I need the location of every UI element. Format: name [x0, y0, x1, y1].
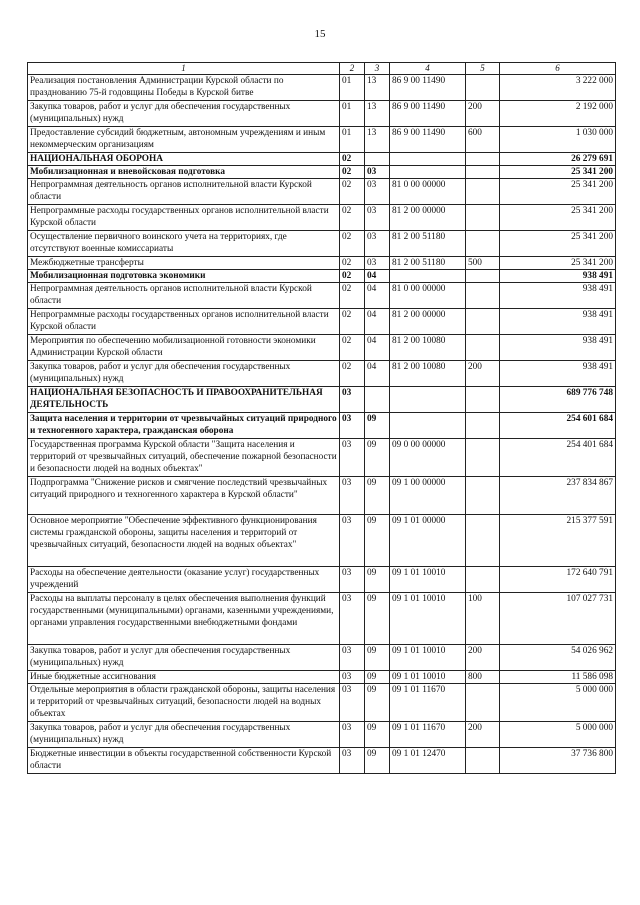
row-target-article-cell: 81 2 00 00000	[390, 205, 466, 231]
row-target-article-cell	[390, 166, 466, 179]
table-row	[28, 593, 616, 645]
row-amount-cell: 5 000 000	[500, 684, 616, 722]
row-name-cell: Закупка товаров, работ и услуг для обеспечения государственных (муниципальных) нужд	[28, 101, 340, 127]
row-section-cell: 02	[340, 257, 365, 270]
table-row	[28, 127, 616, 153]
row-subsection-cell: 04	[365, 283, 390, 309]
row-amount-cell: 54 026 962	[500, 645, 616, 671]
table-row	[28, 645, 616, 671]
table-row	[28, 671, 616, 684]
row-target-article-cell: 81 2 00 10080	[390, 335, 466, 361]
row-subsection-cell: 09	[365, 645, 390, 671]
table-row	[28, 722, 616, 748]
row-section-cell: 03	[340, 645, 365, 671]
row-target-article-cell: 09 1 01 10010	[390, 567, 466, 593]
row-expense-type-cell	[466, 166, 500, 179]
row-expense-type-cell: 600	[466, 127, 500, 153]
row-name-cell: Мобилизационная и вневойсковая подготовка	[28, 166, 340, 179]
row-expense-type-cell	[466, 205, 500, 231]
row-target-article-cell: 09 1 01 12470	[390, 748, 466, 774]
row-name-cell: Закупка товаров, работ и услуг для обеспечения государственных (муниципальных) нужд	[28, 645, 340, 671]
row-expense-type-cell	[466, 283, 500, 309]
row-section-cell: 01	[340, 101, 365, 127]
row-subsection-cell: 09	[365, 515, 390, 567]
row-subsection-cell: 03	[365, 257, 390, 270]
row-name-cell: Подпрограмма "Снижение рисков и смягчение последствий чрезвычайных ситуаций природного и техногенного характера в Курской области"	[28, 477, 340, 515]
row-section-cell: 02	[340, 283, 365, 309]
row-expense-type-cell	[466, 748, 500, 774]
table-row	[28, 477, 616, 515]
row-section-cell: 02	[340, 231, 365, 257]
table-row	[28, 283, 616, 309]
row-expense-type-cell	[466, 75, 500, 101]
row-target-article-cell: 81 2 00 51180	[390, 257, 466, 270]
row-name-cell: Непрограммная деятельность органов исполнительной власти Курской области	[28, 179, 340, 205]
row-section-cell: 03	[340, 593, 365, 645]
row-subsection-cell: 04	[365, 361, 390, 387]
row-section-cell: 02	[340, 179, 365, 205]
row-target-article-cell: 86 9 00 11490	[390, 101, 466, 127]
row-amount-cell: 237 834 867	[500, 477, 616, 515]
row-name-cell: Непрограммные расходы государственных органов исполнительной власти Курской области	[28, 309, 340, 335]
row-amount-cell: 37 736 800	[500, 748, 616, 774]
row-amount-cell: 25 341 200	[500, 205, 616, 231]
row-expense-type-cell: 800	[466, 671, 500, 684]
row-target-article-cell: 81 2 00 51180	[390, 231, 466, 257]
column-header-5: 5	[466, 63, 500, 75]
row-amount-cell: 25 341 200	[500, 179, 616, 205]
row-name-cell: Бюджетные инвестиции в объекты государственной собственности Курской области	[28, 748, 340, 774]
row-name-cell: Расходы на выплаты персоналу в целях обеспечения выполнения функций государственными (муниципальными) органами, казенными учреждениями, органами управления государственными внебюджетными фондами	[28, 593, 340, 645]
row-name-cell: Непрограммная деятельность органов исполнительной власти Курской области	[28, 283, 340, 309]
row-subsection-cell: 04	[365, 309, 390, 335]
table-row	[28, 748, 616, 774]
row-expense-type-cell: 200	[466, 101, 500, 127]
row-target-article-cell: 09 1 01 10010	[390, 645, 466, 671]
row-target-article-cell: 81 2 00 00000	[390, 309, 466, 335]
table-row	[28, 75, 616, 101]
row-target-article-cell	[390, 413, 466, 439]
row-target-article-cell: 81 0 00 00000	[390, 179, 466, 205]
table-row	[28, 361, 616, 387]
column-header-4: 4	[390, 63, 466, 75]
row-name-cell: Осуществление первичного воинского учета на территориях, где отсутствуют военные комиссариаты	[28, 231, 340, 257]
row-name-cell: Закупка товаров, работ и услуг для обеспечения государственных (муниципальных) нужд	[28, 722, 340, 748]
row-expense-type-cell	[466, 309, 500, 335]
row-name-cell: НАЦИОНАЛЬНАЯ БЕЗОПАСНОСТЬ И ПРАВООХРАНИТЕЛЬНАЯ ДЕЯТЕЛЬНОСТЬ	[28, 387, 340, 413]
table-row	[28, 515, 616, 567]
row-name-cell: Защита населения и территории от чрезвычайных ситуаций природного и техногенного характера, гражданская оборона	[28, 413, 340, 439]
row-subsection-cell: 13	[365, 101, 390, 127]
row-section-cell: 02	[340, 270, 365, 283]
row-name-cell: Государственная программа Курской области "Защита населения и территорий от чрезвычайных ситуаций, обеспечение пожарной безопасности и безопасности людей на водных объектах"	[28, 439, 340, 477]
table-row	[28, 153, 616, 166]
row-target-article-cell: 09 1 01 10010	[390, 593, 466, 645]
row-amount-cell: 938 491	[500, 283, 616, 309]
table-row	[28, 413, 616, 439]
row-expense-type-cell	[466, 231, 500, 257]
row-expense-type-cell	[466, 153, 500, 166]
row-subsection-cell: 04	[365, 270, 390, 283]
row-name-cell: Расходы на обеспечение деятельности (оказание услуг) государственных учреждений	[28, 567, 340, 593]
row-amount-cell: 1 030 000	[500, 127, 616, 153]
row-expense-type-cell: 100	[466, 593, 500, 645]
row-section-cell: 03	[340, 439, 365, 477]
table-row	[28, 179, 616, 205]
row-amount-cell: 689 776 748	[500, 387, 616, 413]
row-expense-type-cell	[466, 439, 500, 477]
row-expense-type-cell	[466, 567, 500, 593]
row-expense-type-cell	[466, 684, 500, 722]
row-amount-cell: 938 491	[500, 335, 616, 361]
column-header-3: 3	[365, 63, 390, 75]
row-amount-cell: 172 640 791	[500, 567, 616, 593]
row-amount-cell: 3 222 000	[500, 75, 616, 101]
row-target-article-cell: 81 2 00 10080	[390, 361, 466, 387]
row-section-cell: 02	[340, 361, 365, 387]
table-row	[28, 231, 616, 257]
row-subsection-cell	[365, 153, 390, 166]
row-section-cell: 02	[340, 309, 365, 335]
row-section-cell: 03	[340, 722, 365, 748]
column-header-6: 6	[500, 63, 616, 75]
row-amount-cell: 254 601 684	[500, 413, 616, 439]
row-expense-type-cell	[466, 515, 500, 567]
budget-table	[27, 62, 616, 774]
table-row	[28, 684, 616, 722]
row-name-cell: Непрограммные расходы государственных органов исполнительной власти Курской области	[28, 205, 340, 231]
row-target-article-cell	[390, 153, 466, 166]
row-amount-cell: 107 027 731	[500, 593, 616, 645]
row-target-article-cell: 09 1 01 10010	[390, 671, 466, 684]
row-subsection-cell: 09	[365, 567, 390, 593]
column-header-1: 1	[28, 63, 340, 75]
row-expense-type-cell	[466, 179, 500, 205]
row-target-article-cell: 86 9 00 11490	[390, 127, 466, 153]
row-subsection-cell: 03	[365, 205, 390, 231]
row-section-cell: 03	[340, 748, 365, 774]
row-amount-cell: 938 491	[500, 270, 616, 283]
row-section-cell: 02	[340, 166, 365, 179]
table-header-row	[28, 63, 616, 75]
row-expense-type-cell: 200	[466, 361, 500, 387]
row-subsection-cell: 03	[365, 179, 390, 205]
table-row	[28, 387, 616, 413]
row-subsection-cell: 13	[365, 75, 390, 101]
row-section-cell: 03	[340, 477, 365, 515]
table-row	[28, 567, 616, 593]
row-expense-type-cell: 200	[466, 722, 500, 748]
row-section-cell: 02	[340, 153, 365, 166]
row-name-cell: Межбюджетные трансферты	[28, 257, 340, 270]
row-section-cell: 03	[340, 684, 365, 722]
table-body	[28, 75, 616, 774]
row-subsection-cell: 09	[365, 684, 390, 722]
row-section-cell: 03	[340, 671, 365, 684]
row-amount-cell: 938 491	[500, 309, 616, 335]
row-amount-cell: 25 341 200	[500, 257, 616, 270]
row-section-cell: 01	[340, 75, 365, 101]
row-amount-cell: 11 586 098	[500, 671, 616, 684]
table-row	[28, 335, 616, 361]
row-section-cell: 01	[340, 127, 365, 153]
row-subsection-cell: 03	[365, 231, 390, 257]
row-expense-type-cell	[466, 270, 500, 283]
row-target-article-cell	[390, 270, 466, 283]
row-amount-cell: 26 279 691	[500, 153, 616, 166]
row-subsection-cell: 09	[365, 477, 390, 515]
row-target-article-cell: 09 1 01 11670	[390, 722, 466, 748]
row-name-cell: Иные бюджетные ассигнования	[28, 671, 340, 684]
row-subsection-cell: 09	[365, 671, 390, 684]
row-subsection-cell: 09	[365, 593, 390, 645]
row-name-cell: Мероприятия по обеспечению мобилизационной готовности экономики Администрации Курской области	[28, 335, 340, 361]
row-amount-cell: 938 491	[500, 361, 616, 387]
row-subsection-cell: 13	[365, 127, 390, 153]
row-expense-type-cell	[466, 335, 500, 361]
table-row	[28, 309, 616, 335]
row-subsection-cell	[365, 387, 390, 413]
row-name-cell: НАЦИОНАЛЬНАЯ ОБОРОНА	[28, 153, 340, 166]
row-expense-type-cell	[466, 477, 500, 515]
row-name-cell: Основное мероприятие "Обеспечение эффективного функционирования системы гражданской обороны, защиты населения и территорий от чрезвычайных ситуаций, безопасности людей на водных объектах"	[28, 515, 340, 567]
row-section-cell: 02	[340, 335, 365, 361]
row-name-cell: Отдельные мероприятия в области гражданской обороны, защиты населения и территорий от чрезвычайных ситуаций, безопасности людей на водных объектах	[28, 684, 340, 722]
row-amount-cell: 5 000 000	[500, 722, 616, 748]
row-name-cell: Мобилизационная подготовка экономики	[28, 270, 340, 283]
page-number: 15	[314, 28, 326, 40]
row-subsection-cell: 03	[365, 166, 390, 179]
row-amount-cell: 2 192 000	[500, 101, 616, 127]
row-amount-cell: 254 401 684	[500, 439, 616, 477]
row-target-article-cell: 09 1 01 00000	[390, 515, 466, 567]
row-name-cell: Реализация постановления Администрации Курской области по празднованию 75-й годовщины Победы в Курской битве	[28, 75, 340, 101]
table-row	[28, 101, 616, 127]
table-row	[28, 270, 616, 283]
row-section-cell: 03	[340, 515, 365, 567]
table-row	[28, 439, 616, 477]
row-section-cell: 03	[340, 413, 365, 439]
table-row	[28, 257, 616, 270]
row-section-cell: 02	[340, 205, 365, 231]
row-target-article-cell: 09 1 00 00000	[390, 477, 466, 515]
row-subsection-cell: 04	[365, 335, 390, 361]
row-target-article-cell: 86 9 00 11490	[390, 75, 466, 101]
row-subsection-cell: 09	[365, 748, 390, 774]
row-target-article-cell	[390, 387, 466, 413]
row-amount-cell: 25 341 200	[500, 166, 616, 179]
row-target-article-cell: 09 1 01 11670	[390, 684, 466, 722]
row-section-cell: 03	[340, 567, 365, 593]
row-subsection-cell: 09	[365, 439, 390, 477]
row-amount-cell: 25 341 200	[500, 231, 616, 257]
row-name-cell: Предоставление субсидий бюджетным, автономным учреждениям и иным некоммерческим организациям	[28, 127, 340, 153]
row-section-cell: 03	[340, 387, 365, 413]
table-row	[28, 205, 616, 231]
row-expense-type-cell	[466, 413, 500, 439]
row-expense-type-cell	[466, 387, 500, 413]
column-header-2: 2	[340, 63, 365, 75]
row-subsection-cell: 09	[365, 413, 390, 439]
row-target-article-cell: 81 0 00 00000	[390, 283, 466, 309]
row-amount-cell: 215 377 591	[500, 515, 616, 567]
row-name-cell: Закупка товаров, работ и услуг для обеспечения государственных (муниципальных) нужд	[28, 361, 340, 387]
row-subsection-cell: 09	[365, 722, 390, 748]
table-row	[28, 166, 616, 179]
row-expense-type-cell: 500	[466, 257, 500, 270]
row-target-article-cell: 09 0 00 00000	[390, 439, 466, 477]
row-expense-type-cell: 200	[466, 645, 500, 671]
